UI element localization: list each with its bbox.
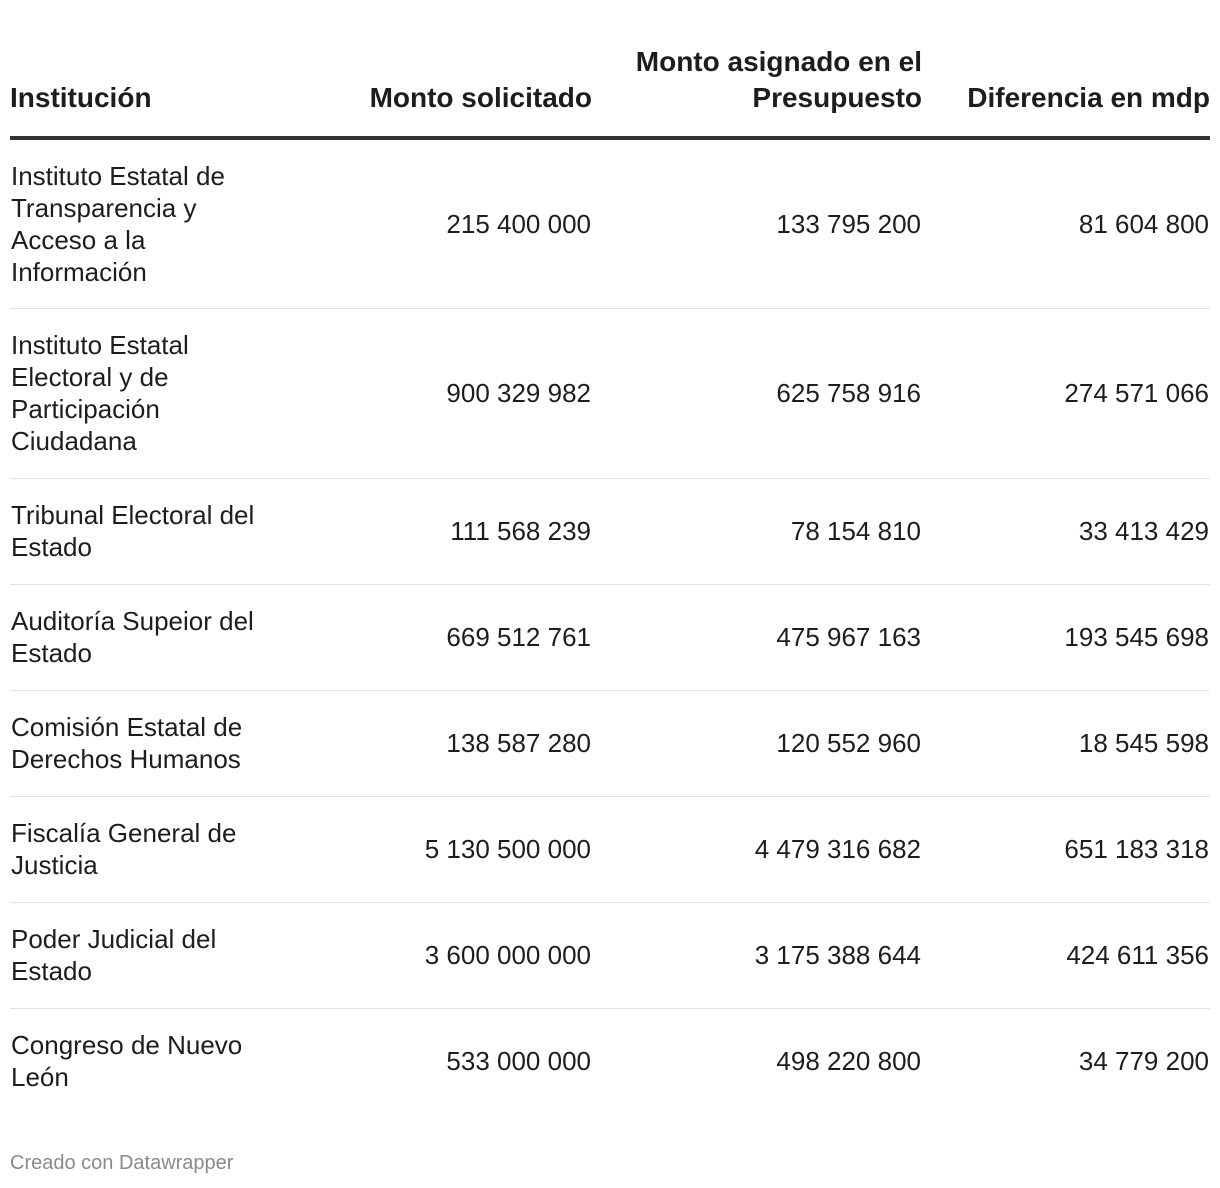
table-row: [10, 796, 1210, 902]
column-header-monto-asignado[interactable]: Monto asignado en el Presupuesto: [592, 44, 922, 138]
diferencia-cell: 81 604 800: [922, 138, 1210, 308]
table-row: [10, 138, 1210, 308]
institution-name: Instituto Estatal Electoral y de Participación Ciudadana: [10, 308, 290, 478]
institution-name: Poder Judicial del Estado: [10, 902, 290, 1008]
diferencia-cell: 18 545 598: [922, 690, 1210, 796]
institution-name: Tribunal Electoral del Estado: [10, 478, 290, 584]
monto-solicitado-cell: 111 568 239: [290, 478, 592, 584]
monto-asignado-cell: 3 175 388 644: [592, 902, 922, 1008]
institution-name: Fiscalía General de Justicia: [10, 796, 290, 902]
column-header-monto-solicitado[interactable]: Monto solicitado: [290, 44, 592, 138]
monto-asignado-cell: 78 154 810: [592, 478, 922, 584]
monto-solicitado-cell: 3 600 000 000: [290, 902, 592, 1008]
budget-table: [10, 44, 1210, 1114]
table-row: [10, 478, 1210, 584]
monto-solicitado-cell: 533 000 000: [446, 1046, 591, 1077]
institution-name: Instituto Estatal de Transparencia y Acceso a la Información: [10, 138, 290, 308]
institution-name: Auditoría Supeior del Estado: [10, 584, 290, 690]
diferencia-cell: 651 183 318: [922, 796, 1210, 902]
column-header-diferencia[interactable]: Diferencia en mdp: [922, 44, 1210, 138]
diferencia-cell: 193 545 698: [922, 584, 1210, 690]
monto-asignado-cell: 133 795 200: [592, 138, 922, 308]
monto-asignado-cell: 498 220 800: [776, 1046, 921, 1077]
table-row: [10, 584, 1210, 690]
monto-asignado-cell: 4 479 316 682: [592, 796, 922, 902]
monto-solicitado-cell: 138 587 280: [290, 690, 592, 796]
institution-name: Congreso de Nuevo León: [11, 1030, 243, 1093]
monto-asignado-cell: 625 758 916: [592, 308, 922, 478]
institution-name: Comisión Estatal de Derechos Humanos: [10, 690, 290, 796]
diferencia-cell: 274 571 066: [922, 308, 1210, 478]
datawrapper-credit: Creado con Datawrapper: [10, 1152, 234, 1174]
monto-solicitado-cell: 900 329 982: [290, 308, 592, 478]
table-row: [10, 1008, 1210, 1114]
table-row: [10, 690, 1210, 796]
diferencia-cell: 33 413 429: [922, 478, 1210, 584]
diferencia-cell: 34 779 200: [1078, 1046, 1209, 1077]
table-body: [10, 138, 1210, 1114]
monto-solicitado-cell: 5 130 500 000: [290, 796, 592, 902]
monto-solicitado-cell: 215 400 000: [290, 138, 592, 308]
table-row: [10, 902, 1210, 1008]
monto-asignado-cell: 475 967 163: [592, 584, 922, 690]
table-row: [10, 308, 1210, 478]
monto-solicitado-cell: 669 512 761: [290, 584, 592, 690]
table-header-row: [10, 44, 1210, 138]
column-header-institucion[interactable]: Institución: [10, 44, 290, 138]
diferencia-cell: 424 611 356: [922, 902, 1210, 1008]
monto-asignado-cell: 120 552 960: [592, 690, 922, 796]
data-table-container: [10, 44, 1210, 1114]
